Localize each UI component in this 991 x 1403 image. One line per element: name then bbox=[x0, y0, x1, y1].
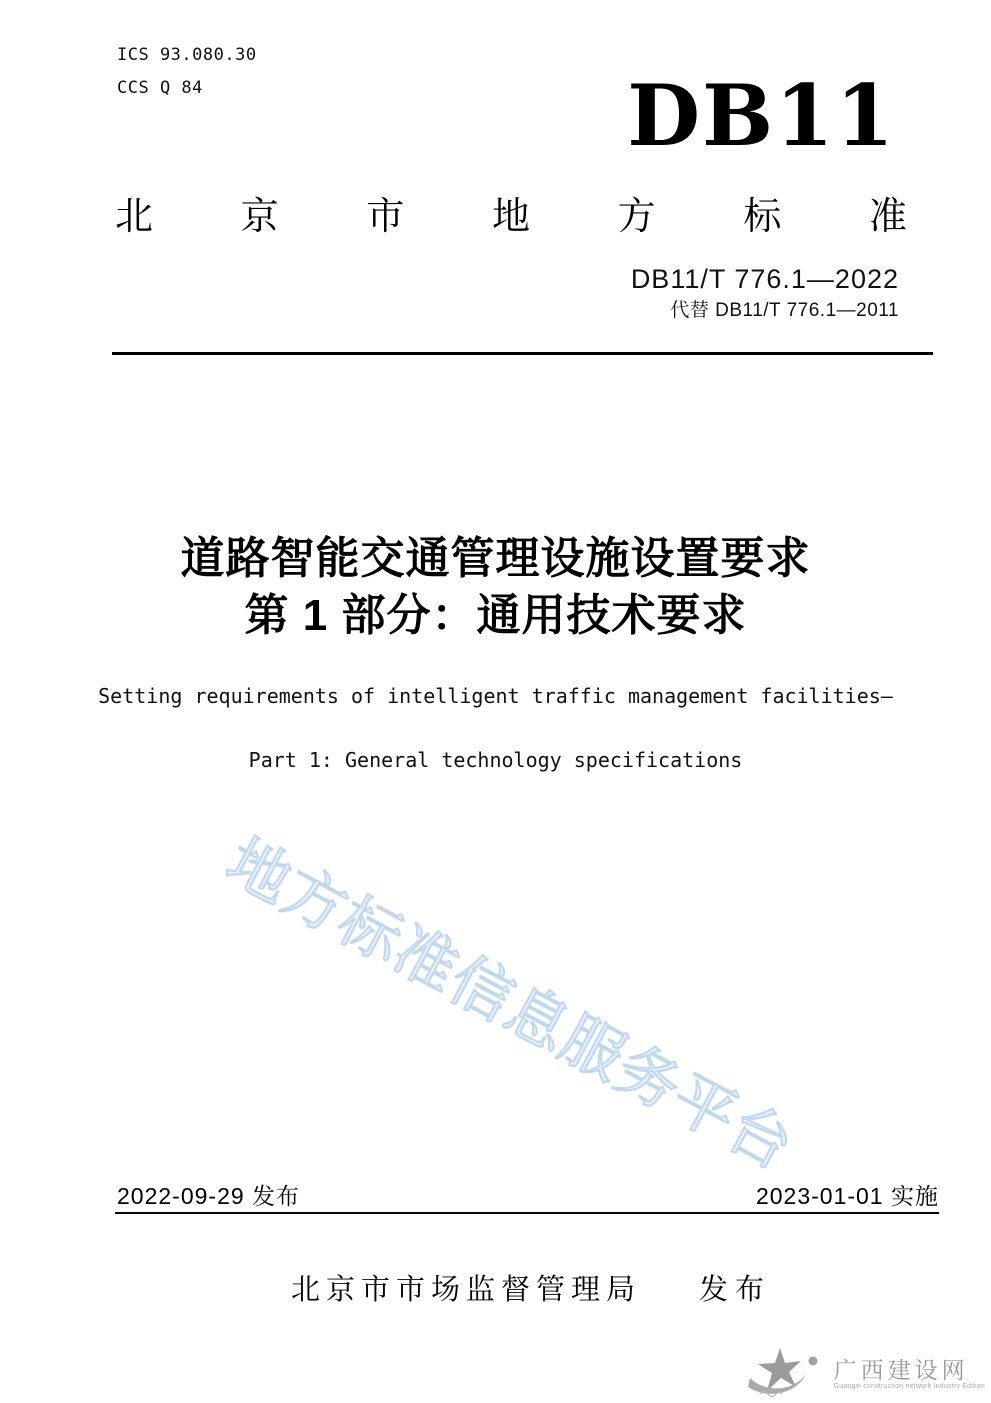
document-title-cn-line1: 道路智能交通管理设施设置要求 bbox=[180, 534, 811, 583]
replaced-standard: 代替 DB11/T 776.1—2011 bbox=[670, 300, 899, 321]
star-swoosh-icon bbox=[738, 1346, 830, 1403]
ics-code: ICS 93.080.30 bbox=[117, 45, 257, 65]
standard-type-heading: 北京市地方标准 bbox=[115, 196, 907, 238]
document-title-en-line1: Setting requirements of intelligent traffic management facilities— bbox=[98, 684, 893, 708]
implement-date: 2023-01-01 实施 bbox=[755, 1183, 939, 1209]
diagonal-watermark: 地方标准信息服务平台 bbox=[215, 826, 805, 1184]
publisher-name: 北京市市场监督管理局 bbox=[291, 1274, 642, 1306]
footer-logo-tagline: Guangxi construction network Industry Edition bbox=[833, 1383, 985, 1391]
footer-logo-text bbox=[834, 1358, 985, 1392]
publish-label: 发布 bbox=[699, 1274, 772, 1306]
footer-divider-line bbox=[115, 1212, 939, 1214]
document-title-cn-line2: 第 1 部分：通用技术要求 bbox=[244, 591, 747, 640]
issue-date: 2022-09-29 发布 bbox=[117, 1183, 301, 1209]
header-divider-line bbox=[112, 352, 933, 355]
standard-number: DB11/T 776.1—2022 bbox=[630, 264, 899, 294]
document-title-en-line2: Part 1: General technology specifications bbox=[248, 748, 743, 772]
db11-logo: DB11 bbox=[627, 66, 896, 165]
ccs-code: CCS Q 84 bbox=[117, 78, 203, 98]
footer-site-logo bbox=[738, 1346, 985, 1403]
footer-logo-name: 广西建设网 bbox=[833, 1357, 969, 1384]
